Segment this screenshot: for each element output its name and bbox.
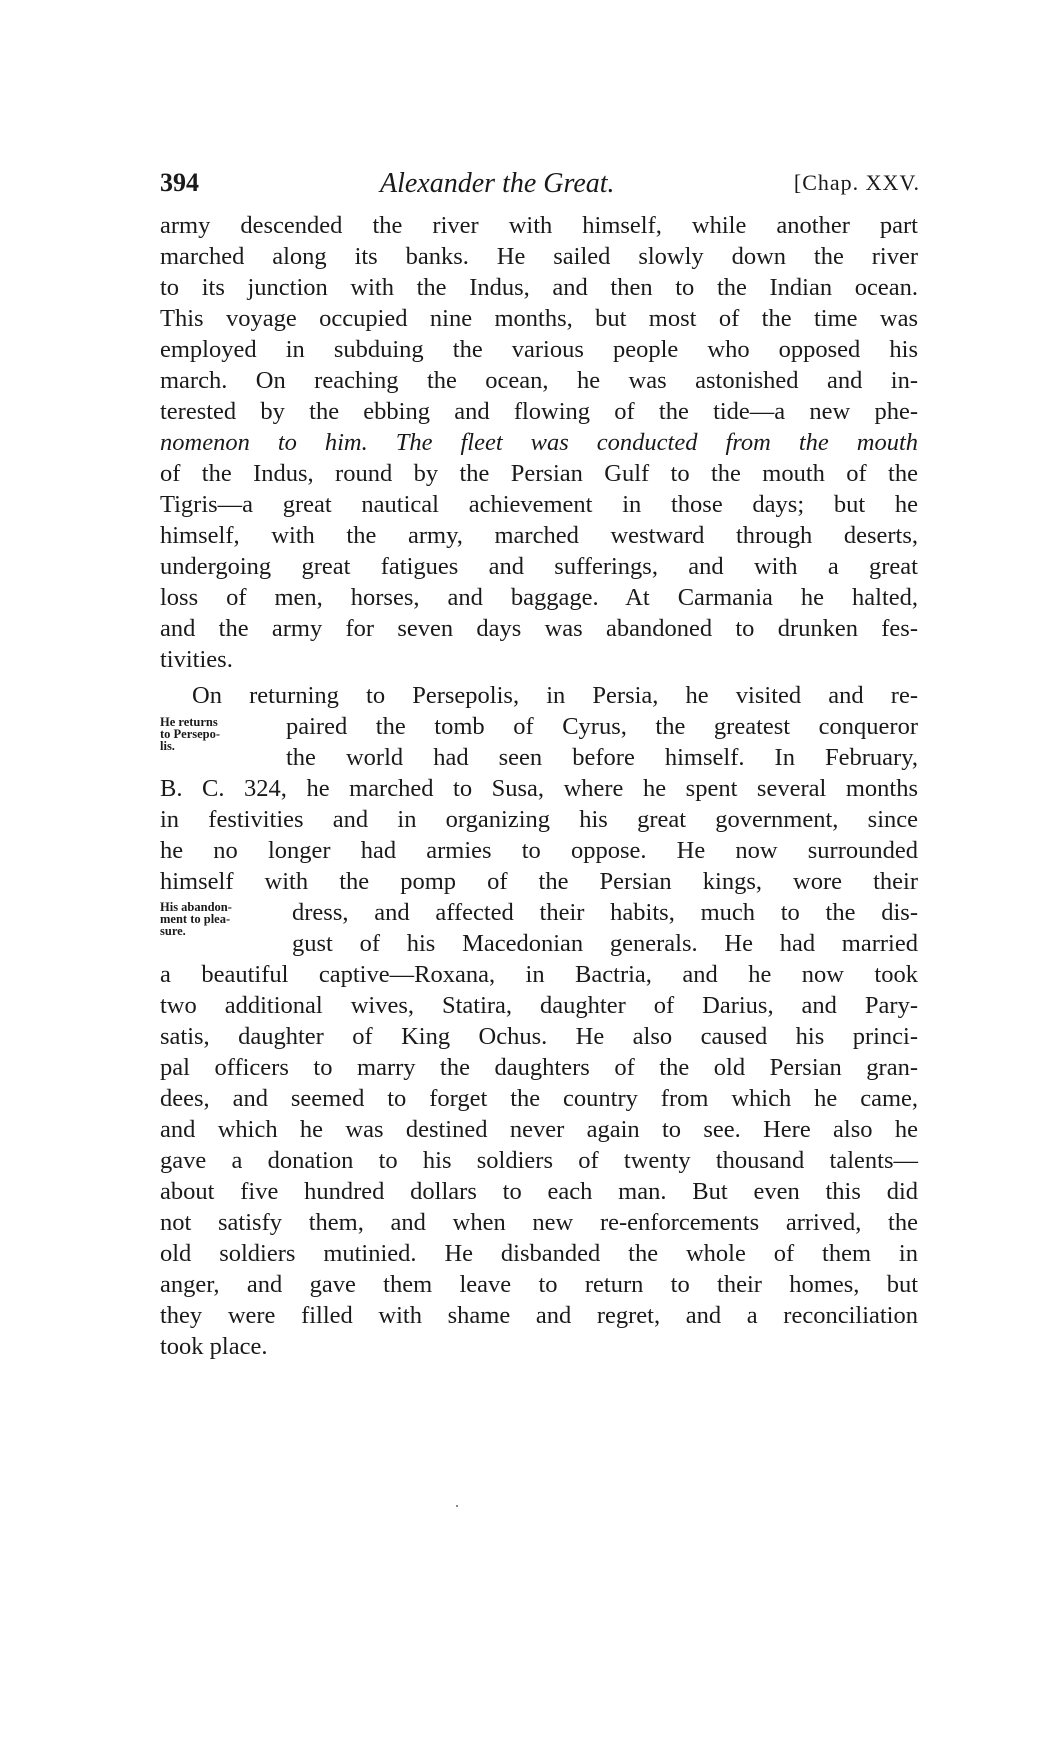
text-line: not satisfy them, and when new re-enforcements arrived, the	[160, 1209, 918, 1236]
text-line: himself with the pomp of the Persian kings, wore their	[160, 868, 918, 895]
text-line: terested by the ebbing and flowing of the tide—a new phe-	[160, 398, 918, 425]
text-line: employed in subduing the various people who opposed his	[160, 336, 918, 363]
text-line: army descended the river with himself, while another part	[160, 212, 918, 239]
text-line: gust of his Macedonian generals. He had married	[292, 930, 918, 957]
text-line: anger, and gave them leave to return to their homes, but	[160, 1271, 918, 1298]
sidenote-line: His abandon-	[160, 900, 232, 914]
text-line: of the Indus, round by the Persian Gulf to the mouth of the	[160, 460, 918, 487]
page-header	[160, 168, 920, 202]
text-line: himself, with the army, marched westward through deserts,	[160, 522, 918, 549]
sidenote-line: lis.	[160, 739, 175, 753]
text-line: and the army for seven days was abandoned to drunken fes-	[160, 615, 918, 642]
sidenote-line: to Persepo-	[160, 727, 221, 741]
chapter-reference: [Chap. XXV.	[793, 170, 920, 195]
text-line: This voyage occupied nine months, but most of the time was	[160, 305, 918, 332]
text-line: they were filled with shame and regret, and a reconciliation	[160, 1302, 918, 1329]
text-line: marched along its banks. He sailed slowly down the river	[160, 243, 918, 270]
text-line: and which he was destined never again to see. Here also he	[160, 1116, 918, 1143]
text-line: in festivities and in organizing his great government, since	[160, 806, 918, 833]
text-line: he no longer had armies to oppose. He now surrounded	[160, 837, 918, 864]
text-line: tivities.	[160, 646, 233, 673]
text-line: nomenon to him. The fleet was conducted from the mouth	[160, 429, 918, 456]
running-title: Alexander the Great.	[380, 168, 615, 199]
text-line: dees, and seemed to forget the country from which he came,	[160, 1085, 918, 1112]
text-line: undergoing great fatigues and sufferings, and with a great	[160, 553, 918, 580]
text-line: the world had seen before himself. In February,	[286, 744, 918, 771]
sidenote-line: He returns	[160, 715, 218, 729]
text-line: On returning to Persepolis, in Persia, he visited and re-	[192, 682, 918, 709]
text-line: took place.	[160, 1333, 268, 1360]
text-line: about five hundred dollars to each man. But even this did	[160, 1178, 918, 1205]
page-number: 394	[160, 168, 199, 197]
text-line: old soldiers mutinied. He disbanded the whole of them in	[160, 1240, 918, 1267]
text-line: B. C. 324, he marched to Susa, where he spent several months	[160, 775, 918, 802]
sidenote-line: ment to plea-	[160, 912, 231, 926]
text-line: satis, daughter of King Ochus. He also caused his princi-	[160, 1023, 918, 1050]
text-line: Tigris—a great nautical achievement in those days; but he	[160, 491, 918, 518]
text-line: loss of men, horses, and baggage. At Carmania he halted,	[160, 584, 918, 611]
text-line: to its junction with the Indus, and then to the Indian ocean.	[160, 274, 918, 301]
text-line: a beautiful captive—Roxana, in Bactria, and he now took	[160, 961, 918, 988]
paper-speck	[456, 1505, 458, 1507]
sidenote-pleasure	[160, 901, 278, 937]
sidenote-line: sure.	[160, 924, 186, 938]
sidenote-persepolis	[160, 716, 278, 752]
text-line: march. On reaching the ocean, he was astonished and in-	[160, 367, 918, 394]
text-line: two additional wives, Statira, daughter of Darius, and Pary-	[160, 992, 918, 1019]
text-line: dress, and affected their habits, much to the dis-	[292, 899, 918, 926]
text-line: pal officers to marry the daughters of the old Persian gran-	[160, 1054, 918, 1081]
text-line: gave a donation to his soldiers of twenty thousand talents—	[160, 1147, 918, 1174]
text-line: paired the tomb of Cyrus, the greatest conqueror	[286, 713, 918, 740]
